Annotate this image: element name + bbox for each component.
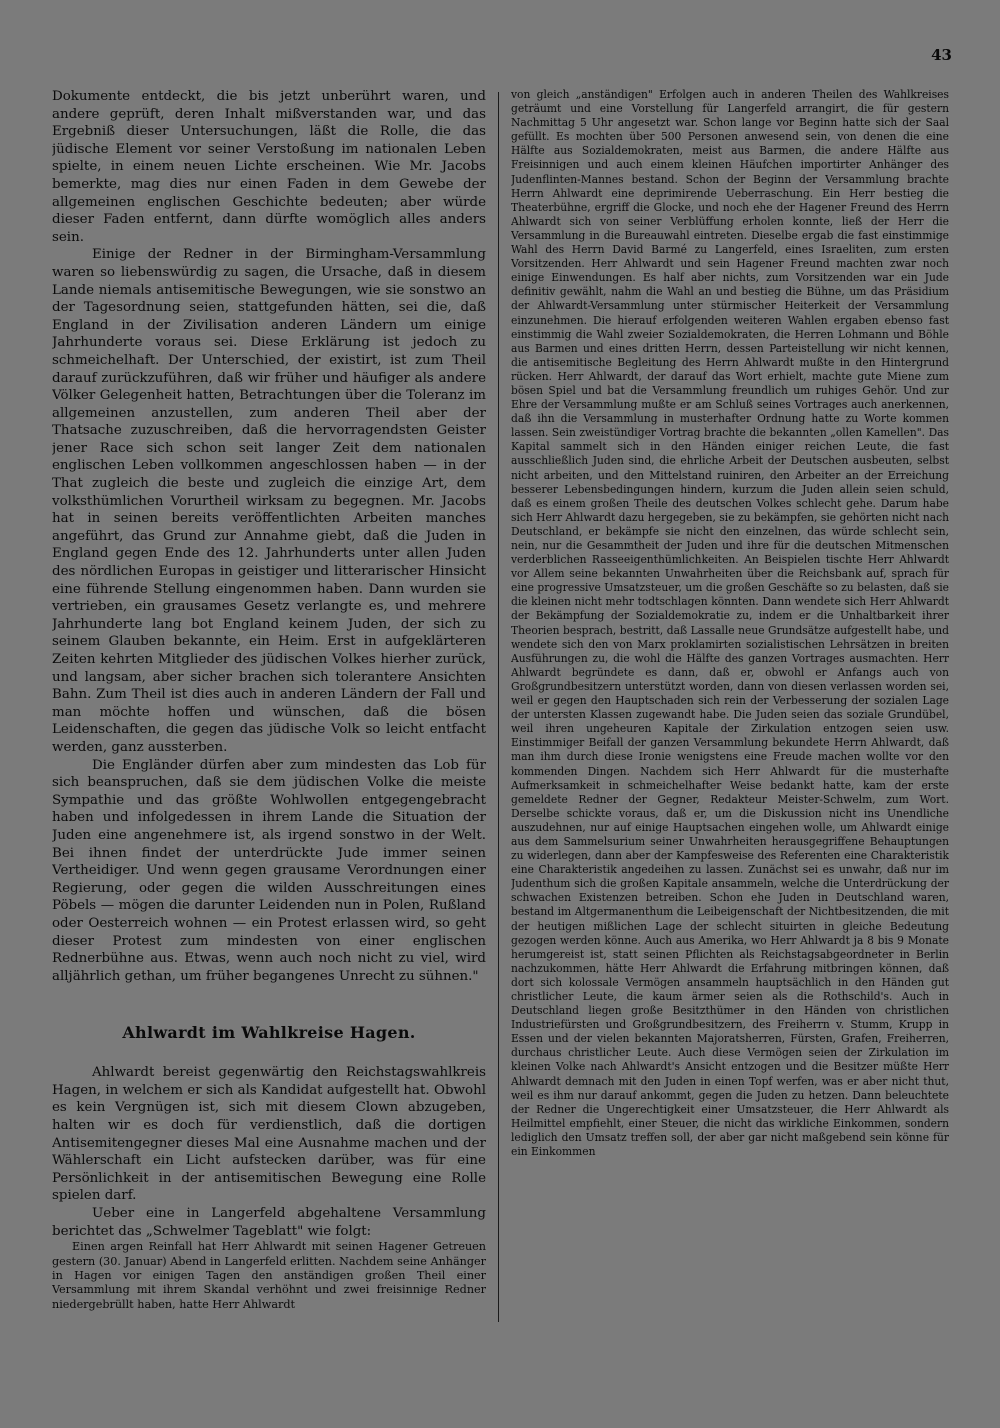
quoted-report: Einen argen Reinfall hat Herr Ahlwardt mit seinen Hagener Getreuen gestern (30. Januar) Abend in Langerfeld erlitten. Nachdem seine Anhänger in Hagen vor einigen Tagen den anständigen großen Theil einer Versammlung mit ihrem Skandal verhöhnt und zwei freisinnige Redner niedergebrüllt haben, hatte Herr Ahlwardt [52,1240,486,1311]
right-column [511,88,949,1408]
left-column [52,88,486,1388]
page-number: 43 [931,46,952,64]
paragraph: Einige der Redner in der Birmingham-Versammlung waren so liebenswürdig zu sagen, die Ursache, daß in diesem Lande niemals antisemitische Bewegungen, wie sie sonstwo an der Tagesordnung seien, stattgefunden hätten, sei die, daß England in der Zivilisation anderen Ländern um einige Jahrhunderte voraus sei. Diese Erklärung ist jedoch zu schmeichelhaft. Der Unterschied, der existirt, ist zum Theil darauf zurückzuführen, daß wir früher und häufiger als andere Völker Gelegenheit hatten, Betrachtungen über die Toleranz im allgemeinen anzustellen, zum anderen Theil aber der Thatsache zuzuschreiben, daß die hervorragendsten Geister jener Race sich schon seit langer Zeit dem nationalen englischen Leben vollkommen angeschlossen haben — in der That zugleich die beste und zugleich die einzige Art, dem volksthümlichen Vorurtheil wirksam zu begegnen. Mr. Jacobs hat in seinen bereits veröffentlichten Arbeiten manches angeführt, das Grund zur Annahme giebt, daß die Juden in England gegen Ende des 12. Jahrhunderts unter allen Juden des nördlichen Europas in geistiger und litterarischer Hinsicht eine führende Stellung eingenommen haben. Dann wurden sie vertrieben, ein grausames Gesetz verlangte es, und mehrere Jahrhunderte lang bot England keinem Juden, der sich zu seinem Glauben bekannte, ein Heim. Erst in aufgeklärteren Zeiten kehrten Mitglieder des jüdischen Volkes hierher zurück, und langsam, aber sicher brachen sich tolerantere Ansichten Bahn. Zum Theil ist dies auch in anderen Ländern der Fall und man möchte hoffen und wünschen, daß die bösen Leidenschaften, die gegen das jüdische Volk so leicht entfacht werden, ganz aussterben. [52,247,486,755]
column-divider [498,92,499,1322]
paragraph: Die Engländer dürfen aber zum mindesten das Lob für sich beanspruchen, daß sie dem jüdischen Volke die meiste Sympathie und das größte Wohlwollen entgegengebracht haben und infolgedessen in ihrem Lande die Situation der Juden eine angenehmere ist, als irgend sonstwo in der Welt. Bei ihnen findet der unterdrückte Jude immer seinen Vertheidiger. Und wenn gegen grausame Verordnungen einer Regierung, oder gegen die wilden Ausschreitungen eines Pöbels — mögen die darunter Leidenden nun in Polen, Rußland oder Oesterreich wohnen — ein Protest erlassen wird, so geht dieser Protest zum mindesten von einer englischen Rednerbühne aus. Etwas, wenn auch noch nicht zu viel, wird alljährlich gethan, um früher begangenes Unrecht zu sühnen." [52,757,486,984]
paragraph: Ueber eine in Langerfeld abgehaltene Versammlung berichtet das „Schwelmer Tageblatt" wie folgt: [52,1206,486,1239]
paragraph: Dokumente entdeckt, die bis jetzt unberührt waren, und andere geprüft, deren Inhalt mißverstanden war, und das Ergebniß dieser Untersuchungen, läßt die Rolle, die das jüdische Element vor seiner Verstoßung im nationalen Leben spielte, in einem neuen Lichte erscheinen. Wie Mr. Jacobs bemerkte, mag dies nur einen Faden in dem Gewebe der allgemeinen englischen Geschichte bedeuten; aber würde dieser Faden entfernt, dann dürfte womöglich alles anders sein. [52,89,486,245]
paragraph: Ahlwardt bereist gegenwärtig den Reichstagswahlkreis Hagen, in welchem er sich als Kandidat aufgestellt hat. Obwohl es kein Vergnügen ist, sich mit diesem Clown abzugeben, halten wir es doch für verdienstlich, daß die dortigen Antisemitengegner dieses Mal eine Ausnahme machen und der Wählerschaft ein Licht aufstecken darüber, was für eine Persönlichkeit in der antisemitischen Bewegung eine Rolle spielen darf. [52,1065,486,1204]
quoted-report-continued: von gleich „anständigen" Erfolgen auch in anderen Theilen des Wahlkreises geträumt und eine Vorstellung für Langerfeld arrangirt, die für gestern Nachmittag 5 Uhr angesetzt war. Schon lange vor Beginn hatte sich der Saal gefüllt. Es mochten über 500 Personen anwesend sein, von denen die eine Hälfte aus Sozialdemokraten, meist aus Barmen, die andere Hälfte aus Freisinnigen und auch einem kleinen Häufchen importirter Anhänger des Judenflinten-Mannes bestand. Schon der Beginn der Versammlung brachte Herrn Ahlwardt eine deprimirende Ueberraschung. Ein Herr bestieg die Theaterbühne, ergriff die Glocke, und noch ehe der Hagener Freund des Herrn Ahlwardt sich von seiner Verblüffung erholen konnte, ließ der Herr die Versammlung in die Bureauwahl eintreten. Dieselbe ergab die fast einstimmige Wahl des Herrn David Barmé zu Langerfeld, eines Israeliten, zum ersten Vorsitzenden. Herr Ahlwardt und sein Hagener Freund machten zwar noch einige Einwendungen. Es half aber nichts, zum Vorsitzenden war ein Jude definitiv gewählt, nahm die Wahl an und bestieg die Bühne, um das Präsidium der Ahlwardt-Versammlung unter stürmischer Heiterkeit der Versammlung einzunehmen. Die hierauf erfolgenden weiteren Wahlen ergaben ebenso fast einstimmig die Wahl zweier Sozialdemokraten, die Herren Lohmann und Böhle aus Barmen und eines dritten Herrn, dessen Parteistellung wir nicht kennen, die antisemitische Begleitung des Herrn Ahlwardt mußte in den Hintergrund rücken. Herr Ahlwardt, der darauf das Wort erhielt, machte gute Miene zum bösen Spiel und bat die Versammlung freundlich um ruhiges Gehör. Und zur Ehre der Versammlung mußte er am Schluß seines Vortrages auch anerkennen, daß ihn die Versammlung in musterhafter Ordnung hatte zu Worte kommen lassen. Sein zweistündiger Vortrag brachte die bekannten „ollen Kamellen". Das Kapital sammelt sich in den Händen einiger reichen Leute, die fast ausschließlich Juden sind, die ehrliche Arbeit der Deutschen ausbeuten, selbst nicht arbeiten, und den Mittelstand ruiniren, den Arbeiter an der Erreichung besserer Lebensbedingungen hindern, kurzum die Juden allein seien schuld, daß es einem großen Theile des deutschen Volkes schlecht gehe. Darum habe sich Herr Ahlwardt dazu hergegeben, sie zu bekämpfen, sie gehörten nicht nach Deutschland, er bekämpfe sie nicht den einzelnen, das würde schlecht sein, nein, nur die Gesammtheit der Juden und ihre für die deutschen Mitmenschen verderblichen Rasseeigenthümlichkeiten. An Beispielen tischte Herr Ahlwardt vor Allem seine bekannten Unwahrheiten über die Reichsbank auf, sprach für eine progressive Umsatzsteuer, um die großen Geschäfte so zu belasten, daß sie die kleinen nicht mehr todtschlagen könnten. Dann wendete sich Herr Ahlwardt der Bekämpfung der Sozialdemokratie zu, indem er die Unhaltbarkeit ihrer Theorien besprach, bestritt, daß Lassalle neue Grundsätze aufgestellt habe, und wendete sich den von Marx proklamirten sozialistischen Lehrsätzen in breiten Ausführungen zu, die wohl die Hälfte des ganzen Vortrages ausmachten. Herr Ahlwardt begründete es dann, daß er, obwohl er Anfangs auch von Großgrundbesitzern unterstützt worden, dann von diesen verlassen worden sei, weil er gegen den Hauptschaden sich rein der Verbesserung der sozialen Lage der untersten Klassen zugewandt habe. Die Juden seien das soziale Grundübel, weil ihren ungeheuren Kapitale der Zirkulation entzogen seien usw. Einstimmiger Beifall der ganzen Versammlung bekundete Herrn Ahlwardt, daß man ihm durch diese Ironie wenigstens eine Freude machen wollte vor den kommenden Dingen. Nachdem sich Herr Ahlwardt für die musterhafte Aufmerksamkeit in schmeichelhafter Weise bedankt hatte, kam der erste gemeldete Redner der Gegner, Redakteur Meister-Schwelm, zum Wort. Derselbe schickte voraus, daß er, um die Diskussion nicht ins Unendliche auszudehnen, nur auf einige Hauptsachen eingehen wolle, um Ahlwardt einige aus dem Sammelsurium seiner Unwahrheiten herausgegriffene Behauptungen zu widerlegen, dann aber der Kampfesweise des Referenten eine Charakteristik eine Charakteristik angedeihen zu lassen. Zunächst sei es unwahr, daß nur im Judenthum sich die großen Kapitale ansammeln, welche die Unterdrückung der schwachen Existenzen betreiben. Schon ehe Juden in Deutschland waren, bestand im Altgermanenthum die Leibeigenschaft der Nichtbesitzenden, die mit der heutigen mißlichen Lage der schlecht situirten in gleiche Bedeutung gezogen werden könne. Auch aus Amerika, wo Herr Ahlwardt ja 8 bis 9 Monate herumgereist ist, statt seinen Pflichten als Reichstagsabgeordneter in Berlin nachzukommen, hätte Herr Ahlwardt die Erfahrung mitbringen können, daß dort sich kolossale Vermögen ansammeln hauptsächlich in den Händen gut christlicher Leute, die kaum ärmer seien als die Rothschild's. Auch in Deutschland liegen große Besitzthümer in den Händen von christlichen Industriefürsten und Großgrundbesitzern, des Freiherrn v. Stumm, Krupp in Essen und der vielen bekannten Majoratsherren, Fürsten, Grafen, Freiherren, durchaus christlicher Leute. Auch diese Vermögen seien der Zirkulation im kleinen Volke nach Ahlwardt's Ansicht entzogen und die Besitzer müßte Herr Ahlwardt demnach mit den Juden in einen Topf werfen, was er aber nicht thut, weil es ihm nur darauf ankommt, gegen die Juden zu hetzen. Dann beleuchtete der Redner die Ungerechtigkeit einer Umsatzsteuer, die Herr Ahlwardt als Heilmittel empfiehlt, einer Steuer, die nicht das wirkliche Einkommen, sondern lediglich den Umsatz treffen soll, der aber gar nicht maßgebend sein könne für ein Einkommen [511,88,949,1159]
section-heading: Ahlwardt im Wahlkreise Hagen. [122,1023,416,1043]
